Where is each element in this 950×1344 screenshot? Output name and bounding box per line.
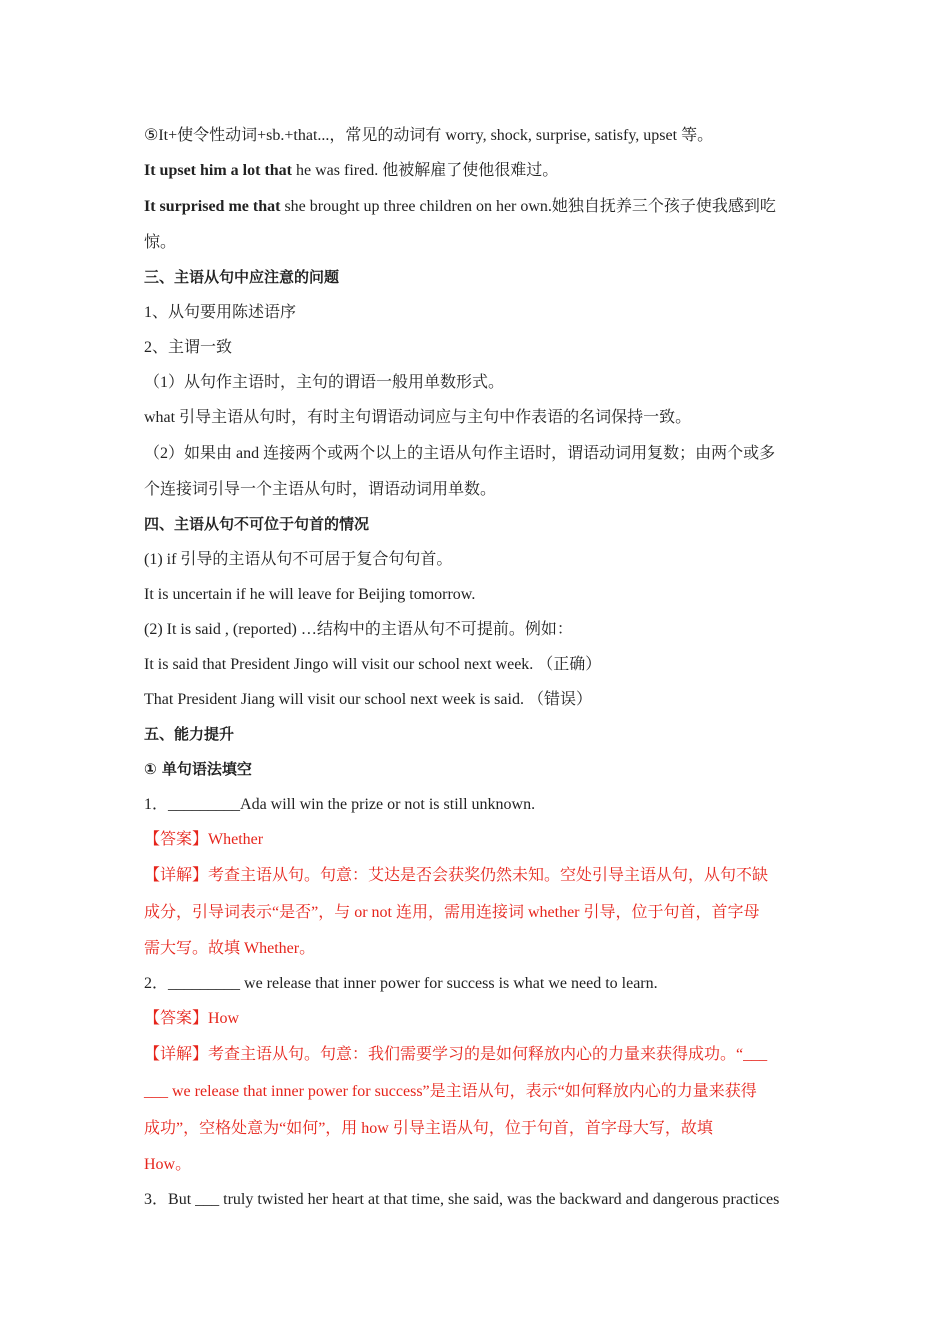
text-line: 个连接词引导一个主语从句时，谓语动词用单数。 — [144, 481, 497, 498]
question-text: But ___ truly twisted her heart at that time, she said, was the backward and dangerous practices — [168, 1191, 780, 1208]
answer-line: 【答案】Whether — [144, 831, 264, 848]
text-line: 2、主谓一致 — [144, 339, 233, 356]
question-number: 3． — [144, 1191, 169, 1208]
explanation-line: 【详解】考查主语从句。句意：我们需要学习的是如何释放内心的力量来获得成功。“___ — [144, 1046, 768, 1063]
bold-phrase: It surprised me that — [144, 198, 281, 215]
question-text: Ada will win the prize or not is still unknown. — [240, 796, 536, 813]
section-heading: 五、能力提升 — [144, 725, 235, 743]
text-line: It is uncertain if he will leave for Beijing tomorrow. — [144, 586, 476, 603]
bold-phrase: It upset him a lot that — [144, 162, 293, 179]
document-page — [144, 118, 808, 1217]
text-line: ⑤It+使令性动词+sb.+that...，常见的动词有 worry, shock, surprise, satisfy, upset 等。 — [144, 127, 714, 144]
text-line: （2）如果由 and 连接两个或两个以上的主语从句作主语时，谓语动词用复数；由两个或多 — [144, 445, 776, 462]
explanation-line: 成功”，空格处意为“如何”，用 how 引导主语从句，位于句首，首字母大写，故填 — [144, 1120, 713, 1137]
text-line: (2) It is said , (reported) …结构中的主语从句不可提前。例如： — [144, 621, 573, 638]
text-line: That President Jiang will visit our school next week is said. （错误） — [144, 691, 592, 708]
question-1 — [144, 787, 808, 822]
explanation-line: 需大写。故填 Whether。 — [144, 940, 316, 957]
question-number: 1． — [144, 796, 169, 813]
question-text: we release that inner power for success is what we need to learn. — [240, 975, 658, 992]
question-2 — [144, 966, 808, 1001]
text-line: (1) if 引导的主语从句不可居于复合句句首。 — [144, 551, 453, 568]
subsection-heading: ① 单句语法填空 — [144, 760, 252, 778]
text-line: 惊。 — [144, 234, 177, 251]
explanation-line: ___ we release that inner power for success”是主语从句，表示“如何释放内心的力量来获得 — [144, 1083, 757, 1100]
text-line: 1、从句要用陈述语序 — [144, 304, 297, 321]
text-line: It is said that President Jingo will visit our school next week. （正确） — [144, 656, 602, 673]
question-3 — [144, 1182, 808, 1217]
answer-blank: _________ — [168, 796, 241, 813]
explanation-line: 【详解】考查主语从句。句意：艾达是否会获奖仍然未知。空处引导主语从句，从句不缺 — [144, 867, 769, 884]
sentence-rest: she brought up three children on her own.她独自抚养三个孩子使我感到吃 — [280, 198, 776, 215]
section-heading: 三、主语从句中应注意的问题 — [144, 268, 340, 286]
section-heading: 四、主语从句不可位于句首的情况 — [144, 515, 370, 533]
question-number: 2． — [144, 975, 169, 992]
answer-line: 【答案】How — [144, 1010, 240, 1027]
answer-blank: _________ — [168, 975, 241, 992]
text-line: （1）从句作主语时，主句的谓语一般用单数形式。 — [144, 374, 505, 391]
example-sentence — [144, 188, 808, 225]
explanation-line: 成分，引导词表示“是否”，与 or not 连用，需用连接词 whether 引导，位于句首，首字母 — [144, 904, 760, 921]
example-sentence — [144, 153, 808, 188]
explanation-line: How。 — [144, 1156, 192, 1173]
text-line: what 引导主语从句时，有时主句谓语动词应与主句中作表语的名词保持一致。 — [144, 409, 692, 426]
sentence-rest: he was fired. 他被解雇了使他很难过。 — [292, 162, 559, 179]
